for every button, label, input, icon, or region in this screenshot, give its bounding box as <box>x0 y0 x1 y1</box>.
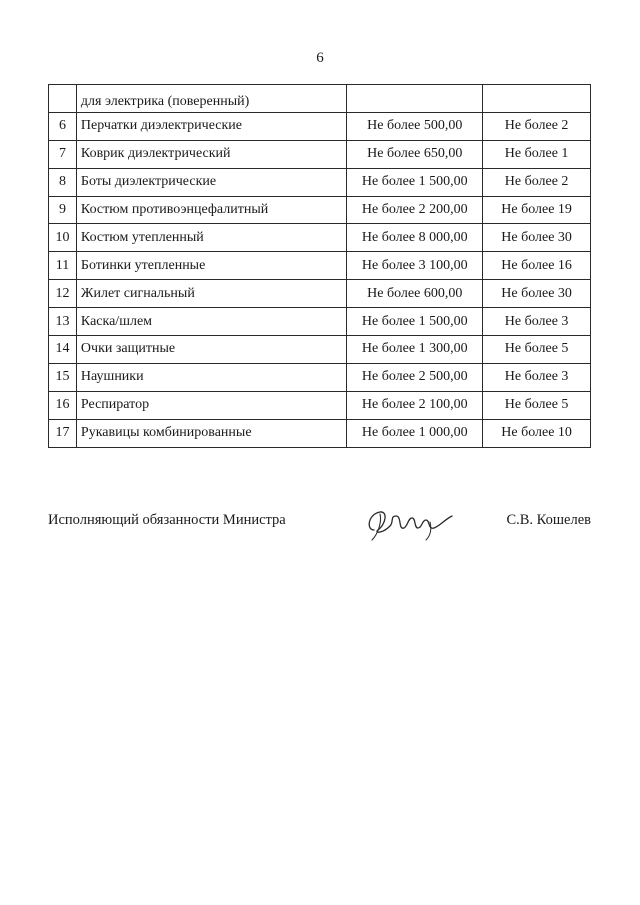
price-cell <box>347 85 483 113</box>
item-name-cell: Наушники <box>76 363 346 391</box>
price-cell: Не более 650,00 <box>347 140 483 168</box>
table-row <box>49 112 591 140</box>
item-name-cell: Ботинки утепленные <box>76 252 346 280</box>
quantity-cell: Не более 2 <box>483 112 591 140</box>
row-number-cell: 9 <box>49 196 77 224</box>
item-name-cell: Костюм противоэнцефалитный <box>76 196 346 224</box>
handwritten-signature <box>360 500 460 544</box>
row-number-cell: 11 <box>49 252 77 280</box>
price-cell: Не более 2 200,00 <box>347 196 483 224</box>
price-cell: Не более 1 000,00 <box>347 419 483 447</box>
table-row <box>49 168 591 196</box>
signatory-title: Исполняющий обязанности Министра <box>48 512 286 528</box>
items-table-body <box>49 85 591 448</box>
page-number: 6 <box>316 50 324 66</box>
table-row <box>49 308 591 336</box>
item-name-cell: Перчатки диэлектрические <box>76 112 346 140</box>
row-number-cell: 13 <box>49 308 77 336</box>
quantity-cell <box>483 85 591 113</box>
quantity-cell: Не более 19 <box>483 196 591 224</box>
signatory-name: С.В. Кошелев <box>506 512 591 528</box>
row-number-cell: 15 <box>49 363 77 391</box>
quantity-cell: Не более 1 <box>483 140 591 168</box>
row-number-cell: 10 <box>49 224 77 252</box>
row-number-cell: 12 <box>49 280 77 308</box>
item-name-cell: Очки защитные <box>76 336 346 364</box>
quantity-cell: Не более 30 <box>483 280 591 308</box>
table-row <box>49 140 591 168</box>
item-name-cell: Респиратор <box>76 391 346 419</box>
table-row <box>49 252 591 280</box>
items-table <box>48 84 591 448</box>
item-name-cell: Боты диэлектрические <box>76 168 346 196</box>
row-number-cell: 16 <box>49 391 77 419</box>
table-row <box>49 391 591 419</box>
price-cell: Не более 8 000,00 <box>347 224 483 252</box>
quantity-cell: Не более 10 <box>483 419 591 447</box>
price-cell: Не более 2 500,00 <box>347 363 483 391</box>
row-number-cell: 7 <box>49 140 77 168</box>
price-cell: Не более 3 100,00 <box>347 252 483 280</box>
price-cell: Не более 1 300,00 <box>347 336 483 364</box>
row-number-cell: 14 <box>49 336 77 364</box>
signature-block <box>48 500 591 544</box>
item-name-cell: Каска/шлем <box>76 308 346 336</box>
row-number-cell: 17 <box>49 419 77 447</box>
quantity-cell: Не более 5 <box>483 391 591 419</box>
table-row <box>49 224 591 252</box>
row-number-cell <box>49 85 77 113</box>
item-name-cell: Коврик диэлектрический <box>76 140 346 168</box>
item-name-cell: Костюм утепленный <box>76 224 346 252</box>
quantity-cell: Не более 3 <box>483 308 591 336</box>
item-name-cell: Рукавицы комбинированные <box>76 419 346 447</box>
row-number-cell: 8 <box>49 168 77 196</box>
quantity-cell: Не более 30 <box>483 224 591 252</box>
quantity-cell: Не более 3 <box>483 363 591 391</box>
table-row <box>49 419 591 447</box>
item-name-cell: Жилет сигнальный <box>76 280 346 308</box>
table-row <box>49 196 591 224</box>
quantity-cell: Не более 5 <box>483 336 591 364</box>
item-name-cell: для электрика (поверенный) <box>76 85 346 113</box>
quantity-cell: Не более 16 <box>483 252 591 280</box>
table-row <box>49 280 591 308</box>
table-row <box>49 363 591 391</box>
row-number-cell: 6 <box>49 112 77 140</box>
table-row-continuation <box>49 85 591 113</box>
quantity-cell: Не более 2 <box>483 168 591 196</box>
price-cell: Не более 600,00 <box>347 280 483 308</box>
price-cell: Не более 1 500,00 <box>347 168 483 196</box>
table-row <box>49 336 591 364</box>
price-cell: Не более 500,00 <box>347 112 483 140</box>
price-cell: Не более 1 500,00 <box>347 308 483 336</box>
price-cell: Не более 2 100,00 <box>347 391 483 419</box>
